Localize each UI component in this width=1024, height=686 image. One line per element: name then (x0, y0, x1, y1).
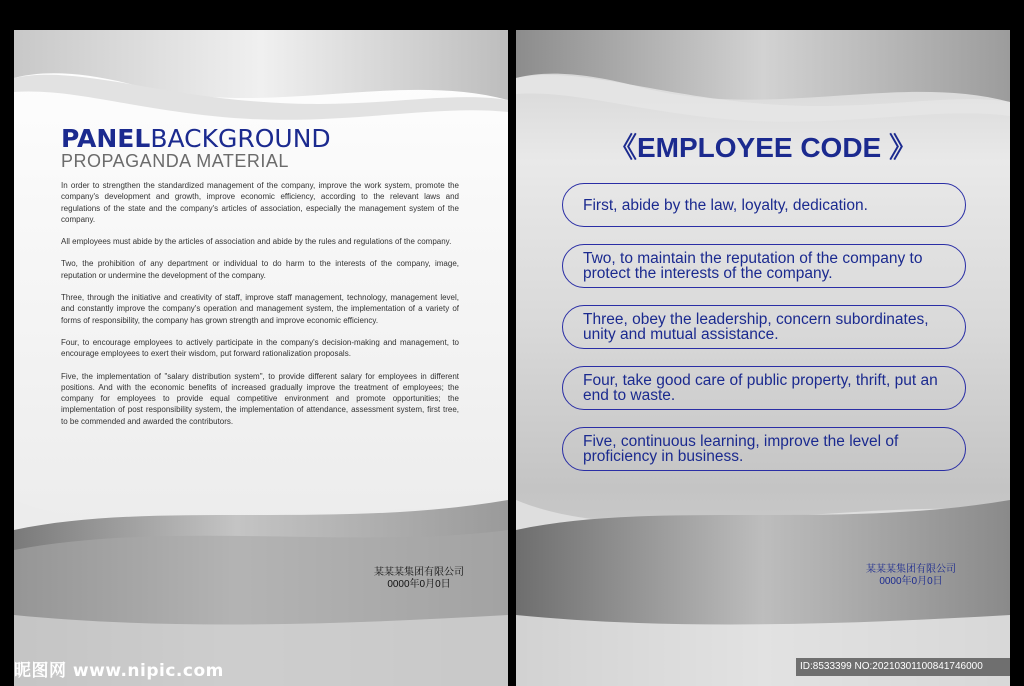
watermark-id: ID:8533399 NO:20210301100841746000 (796, 658, 1010, 676)
code-item-text: Four, take good care of public property, thrift, put an end to waste. (583, 372, 938, 404)
right-panel (516, 30, 1010, 686)
panel-subtitle: PROPAGANDA MATERIAL (61, 151, 289, 171)
body-text (61, 180, 459, 438)
paragraph: Four, to encourage employees to actively participate in the company's decision-making and management, to encourage employees to exert their wisdom, put forward rationalization proposals. (61, 337, 459, 359)
company-name: 某某某集团有限公司 (866, 564, 956, 575)
paragraph: All employees must abide by the articles of association and abide by the rules and regulations of the company. (61, 237, 452, 247)
code-item (562, 305, 966, 349)
employee-code-title: 《EMPLOYEE CODE 》 (608, 132, 918, 163)
paragraph: Three, through the initiative and creativity of staff, improve staff management, technology, management level, and constantly improve the company's operation and management system, the implementation of a variety of forms of responsibility, the company has grown strength and improve economic efficiency. (61, 293, 459, 325)
code-item (562, 366, 966, 410)
title-bold: PANEL (61, 124, 151, 153)
title-light: BACKGROUND (150, 124, 331, 153)
code-item-text: Two, to maintain the reputation of the company to protect the interests of the company. (583, 250, 923, 282)
company-info (364, 567, 474, 591)
watermark-logo: 昵图网 www.nipic.com (14, 661, 224, 681)
company-info (846, 564, 976, 588)
company-name: 某某某集团有限公司 (374, 567, 464, 578)
code-item-text: Three, obey the leadership, concern subordinates, unity and mutual assistance. (583, 311, 929, 343)
company-date: 0000年0月0日 (387, 579, 451, 590)
left-panel (14, 30, 508, 686)
paragraph: In order to strengthen the standardized management of the company, improve the work system, promote the company's development and growth, improve economic efficiency, according to the relevant laws and regulations of the state and the company's articles of association, especially the management system of the company. (61, 181, 459, 224)
code-item (562, 244, 966, 288)
code-item-text: Five, continuous learning, improve the level of proficiency in business. (583, 433, 899, 465)
code-item (562, 183, 966, 227)
paragraph: Two, the prohibition of any department or individual to do harm to the interests of the company, image, reputation or undermine the development of the company. (61, 259, 459, 280)
paragraph: Five, the implementation of "salary distribution system", to provide different salary for employees in different positions. And with the economic benefits of increased gradually improve the treatment of employees; the company for employees to provide equal competitive environment and promote opportunities; the implementation of post responsibility system, the implementation of attendance, assessment system, first tree, to be commended and awarded the contributors. (61, 371, 459, 426)
code-item-text: First, abide by the law, loyalty, dedication. (583, 196, 868, 214)
code-item (562, 427, 966, 471)
company-date: 0000年0月0日 (879, 576, 943, 587)
panel-title (61, 126, 331, 151)
